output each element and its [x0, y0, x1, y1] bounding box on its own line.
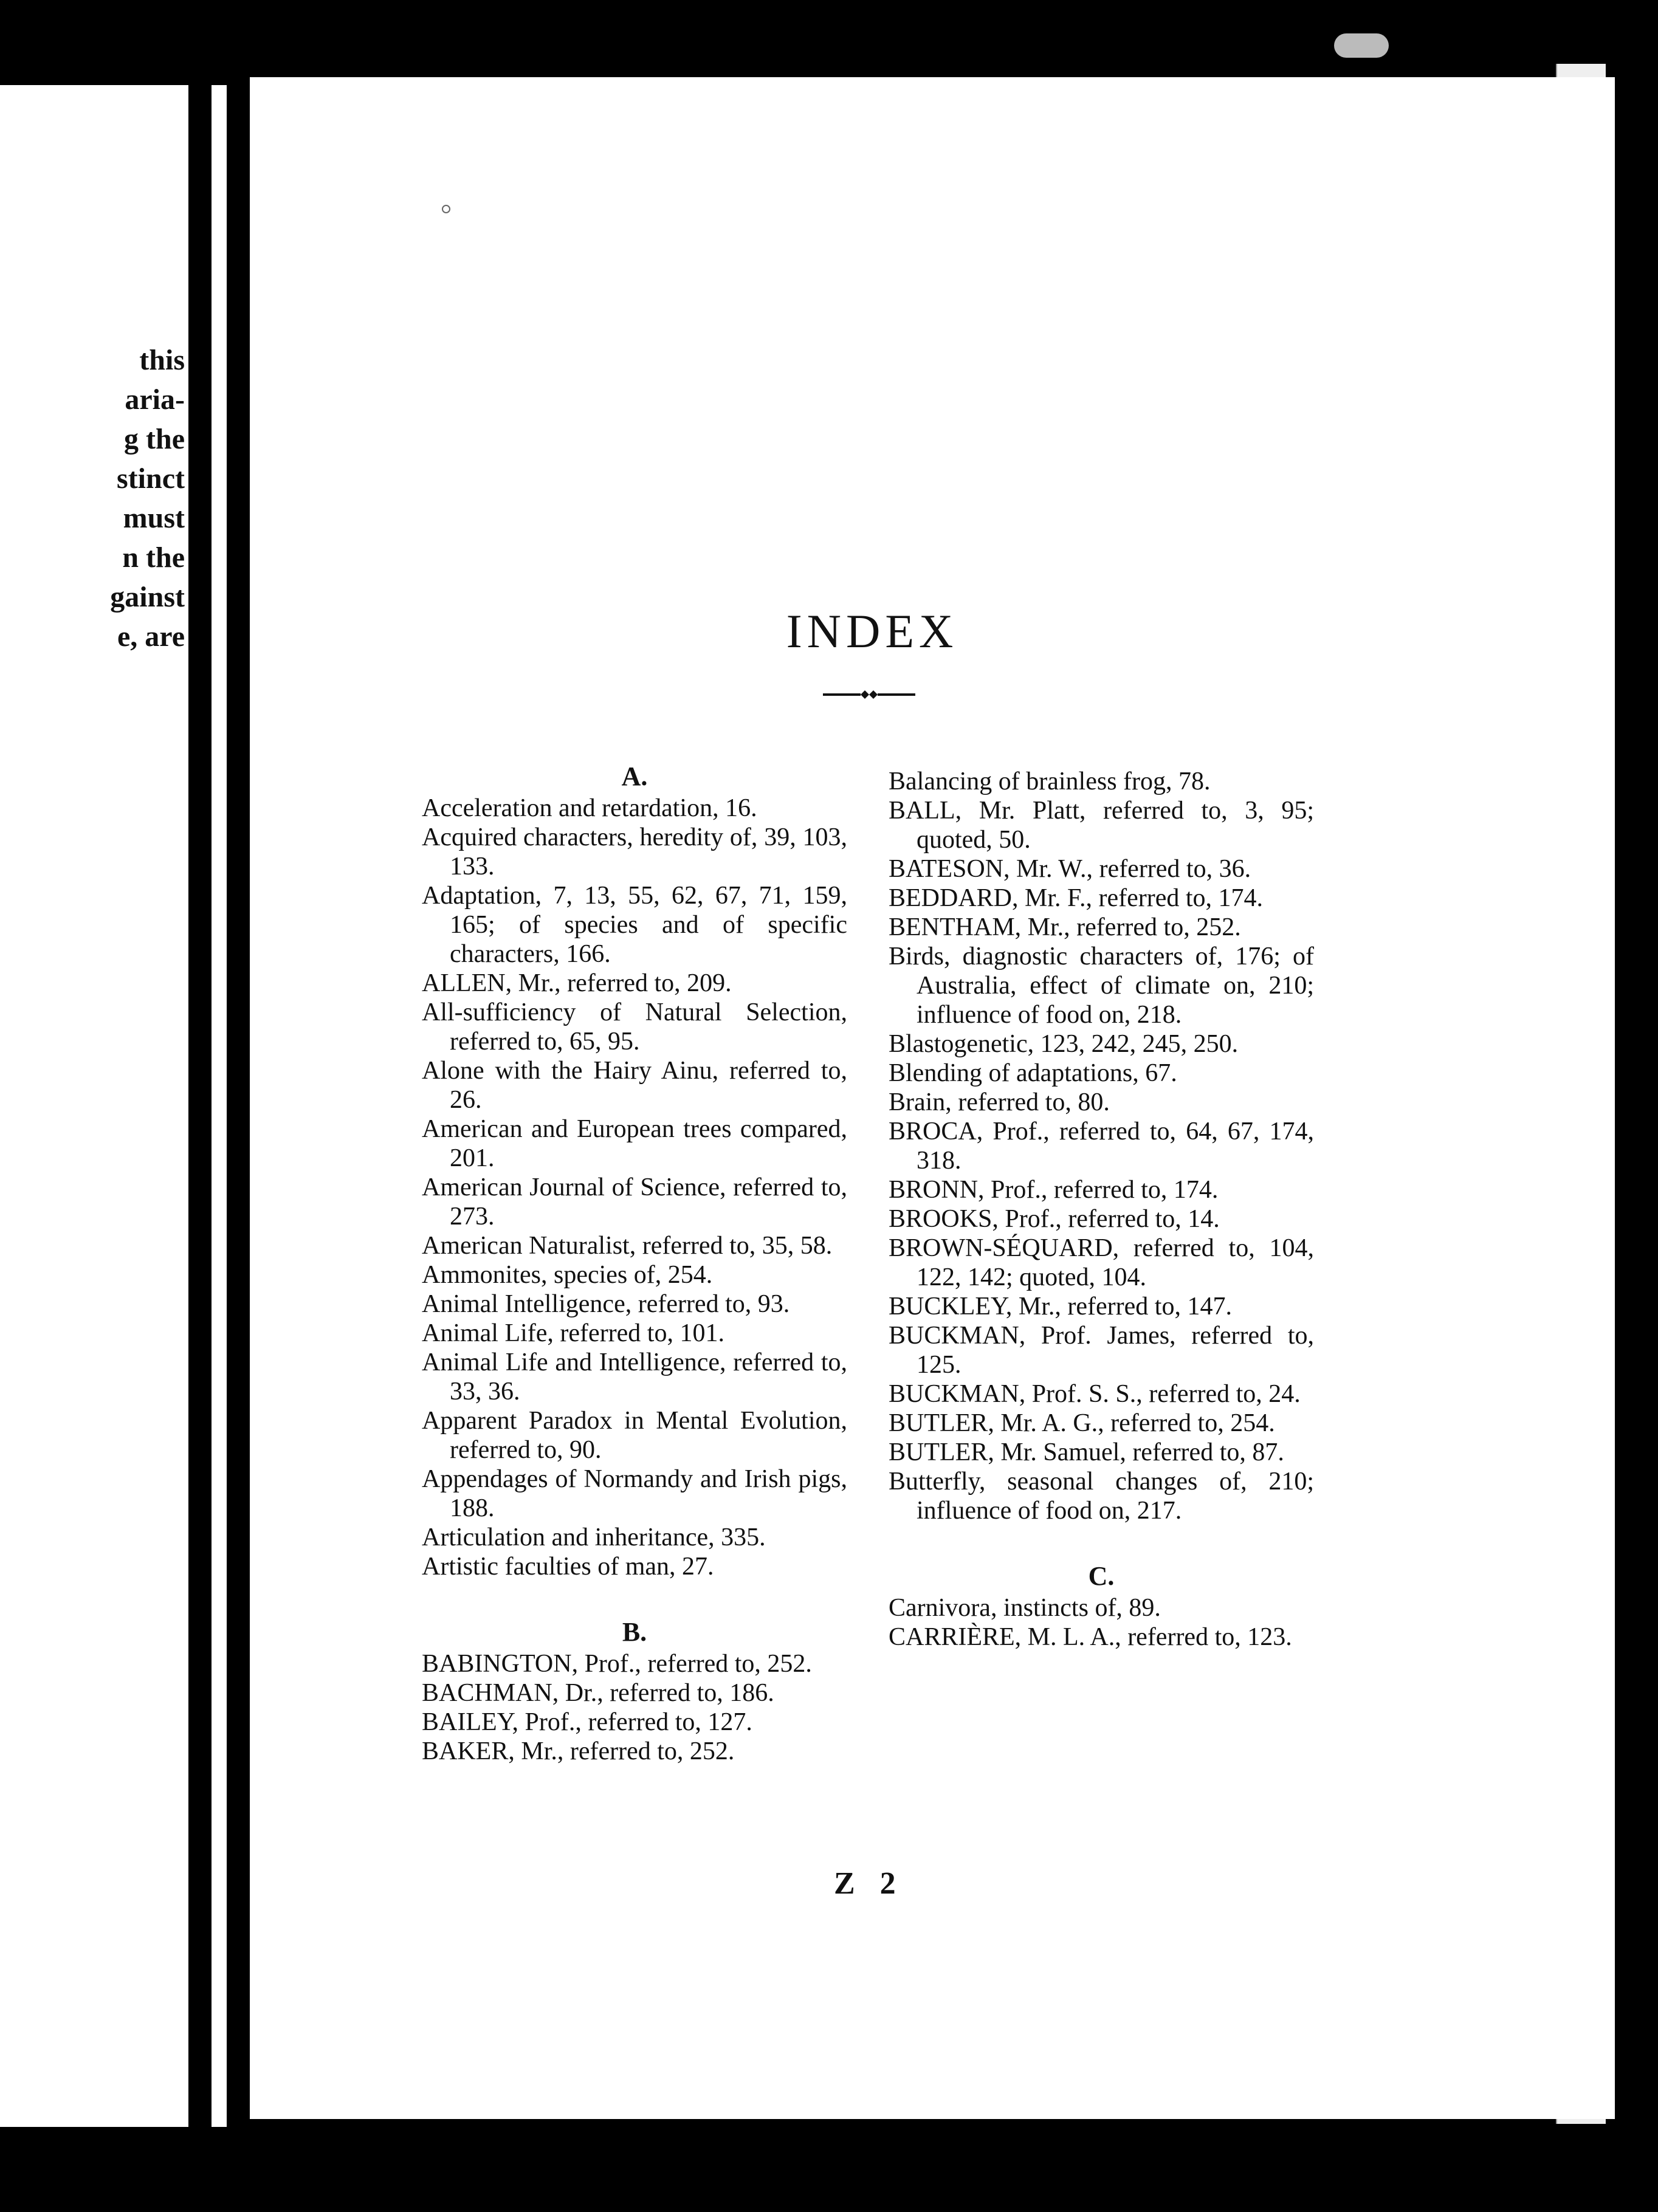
index-entry: BROWN-SÉQUARD, referred to, 104, 122, 142; quoted, 104.	[889, 1234, 1314, 1291]
index-entry: BEDDARD, Mr. F., referred to, 174.	[889, 884, 1264, 912]
index-entry: BROCA, Prof., referred to, 64, 67, 174, 318.	[889, 1118, 1314, 1175]
index-entry: All-sufficiency of Natural Selection, referred to, 65, 95.	[422, 998, 847, 1056]
left-page-line: gainst	[110, 581, 185, 613]
index-column-left	[422, 760, 847, 1766]
signature-mark: Z 2	[834, 1866, 904, 1901]
gutter-strip	[212, 85, 227, 2127]
left-page-line: this	[139, 344, 185, 376]
index-entry: BABINGTON, Prof., referred to, 252.	[422, 1650, 812, 1678]
book-spine	[188, 85, 212, 2127]
left-page-line: e, are	[117, 620, 185, 653]
index-entry: Artistic faculties of man, 27.	[422, 1553, 714, 1581]
index-entry: Birds, diagnostic characters of, 176; of Australia, effect of climate on, 210; influence of food on, 218.	[889, 943, 1314, 1029]
index-entry: American Naturalist, referred to, 35, 58.	[422, 1232, 833, 1260]
binding-hole	[442, 205, 450, 213]
index-entry: Alone with the Hairy Ainu, referred to, 26.	[422, 1057, 847, 1114]
section-gap	[889, 1525, 1314, 1559]
index-entry: BATESON, Mr. W., referred to, 36.	[889, 855, 1251, 883]
index-entry: BAILEY, Prof., referred to, 127.	[422, 1708, 752, 1736]
index-entry: CARRIÈRE, M. L. A., referred to, 123.	[889, 1623, 1292, 1651]
index-entry: BENTHAM, Mr., referred to, 252.	[889, 913, 1241, 941]
index-entry: BRONN, Prof., referred to, 174.	[889, 1176, 1219, 1204]
page-title: INDEX	[786, 605, 958, 658]
index-entry: Carnivora, instincts of, 89.	[889, 1594, 1161, 1622]
gutter-shadow	[227, 85, 250, 2127]
letter-heading: A.	[621, 761, 648, 791]
index-entry: ALLEN, Mr., referred to, 209.	[422, 969, 732, 997]
index-entry: Animal Intelligence, referred to, 93.	[422, 1290, 790, 1318]
left-page-line: aria-	[125, 383, 185, 416]
index-entry: Brain, referred to, 80.	[889, 1088, 1110, 1116]
title-ornament	[823, 687, 915, 702]
index-entry: Blending of adaptations, 67.	[889, 1059, 1177, 1087]
index-entry: Blastogenetic, 123, 242, 245, 250.	[889, 1030, 1239, 1058]
left-page-text	[110, 340, 185, 656]
corner-mark	[1334, 33, 1389, 58]
left-page-line: stinct	[117, 462, 185, 495]
left-page	[0, 85, 188, 2127]
index-entry: BAKER, Mr., referred to, 252.	[422, 1737, 735, 1765]
index-entry: Acceleration and retardation, 16.	[422, 794, 757, 822]
index-entry: BACHMAN, Dr., referred to, 186.	[422, 1679, 774, 1707]
index-entry: Adaptation, 7, 13, 55, 62, 67, 71, 159, 165; of species and of specific characters, 166.	[422, 882, 847, 968]
letter-heading: B.	[622, 1617, 647, 1647]
index-entry: BUCKMAN, Prof. S. S., referred to, 24.	[889, 1380, 1301, 1408]
index-entry: BUCKLEY, Mr., referred to, 147.	[889, 1293, 1232, 1321]
index-entry: BUTLER, Mr. Samuel, referred to, 87.	[889, 1438, 1284, 1466]
index-entry: BALL, Mr. Platt, referred to, 3, 95; quoted, 50.	[889, 797, 1314, 854]
index-entry: Ammonites, species of, 254.	[422, 1261, 713, 1289]
index-entry: Apparent Paradox in Mental Evolution, referred to, 90.	[422, 1407, 847, 1464]
index-entry: BUTLER, Mr. A. G., referred to, 254.	[889, 1409, 1275, 1437]
index-entry: Balancing of brainless frog, 78.	[889, 768, 1211, 795]
index-entry: Animal Life and Intelligence, referred to, 33, 36.	[422, 1348, 847, 1406]
index-entry: Appendages of Normandy and Irish pigs, 188.	[422, 1465, 847, 1522]
index-entry: BROOKS, Prof., referred to, 14.	[889, 1205, 1220, 1233]
letter-heading: C.	[1088, 1561, 1115, 1591]
index-entry: Animal Life, referred to, 101.	[422, 1319, 724, 1347]
left-page-line: g the	[124, 423, 185, 455]
index-entry: BUCKMAN, Prof. James, referred to, 125.	[889, 1322, 1314, 1379]
index-entry: Articulation and inheritance, 335.	[422, 1523, 766, 1551]
index-entry: Butterfly, seasonal changes of, 210; influence of food on, 217.	[889, 1468, 1314, 1525]
section-gap	[422, 1581, 847, 1615]
index-column-right	[889, 767, 1314, 1652]
index-entry: American and European trees compared, 201.	[422, 1115, 847, 1172]
index-entry: Acquired characters, heredity of, 39, 103, 133.	[422, 823, 847, 881]
left-page-line: must	[123, 502, 185, 534]
left-page-line: n the	[122, 541, 185, 574]
index-entry: American Journal of Science, referred to, 273.	[422, 1173, 847, 1231]
